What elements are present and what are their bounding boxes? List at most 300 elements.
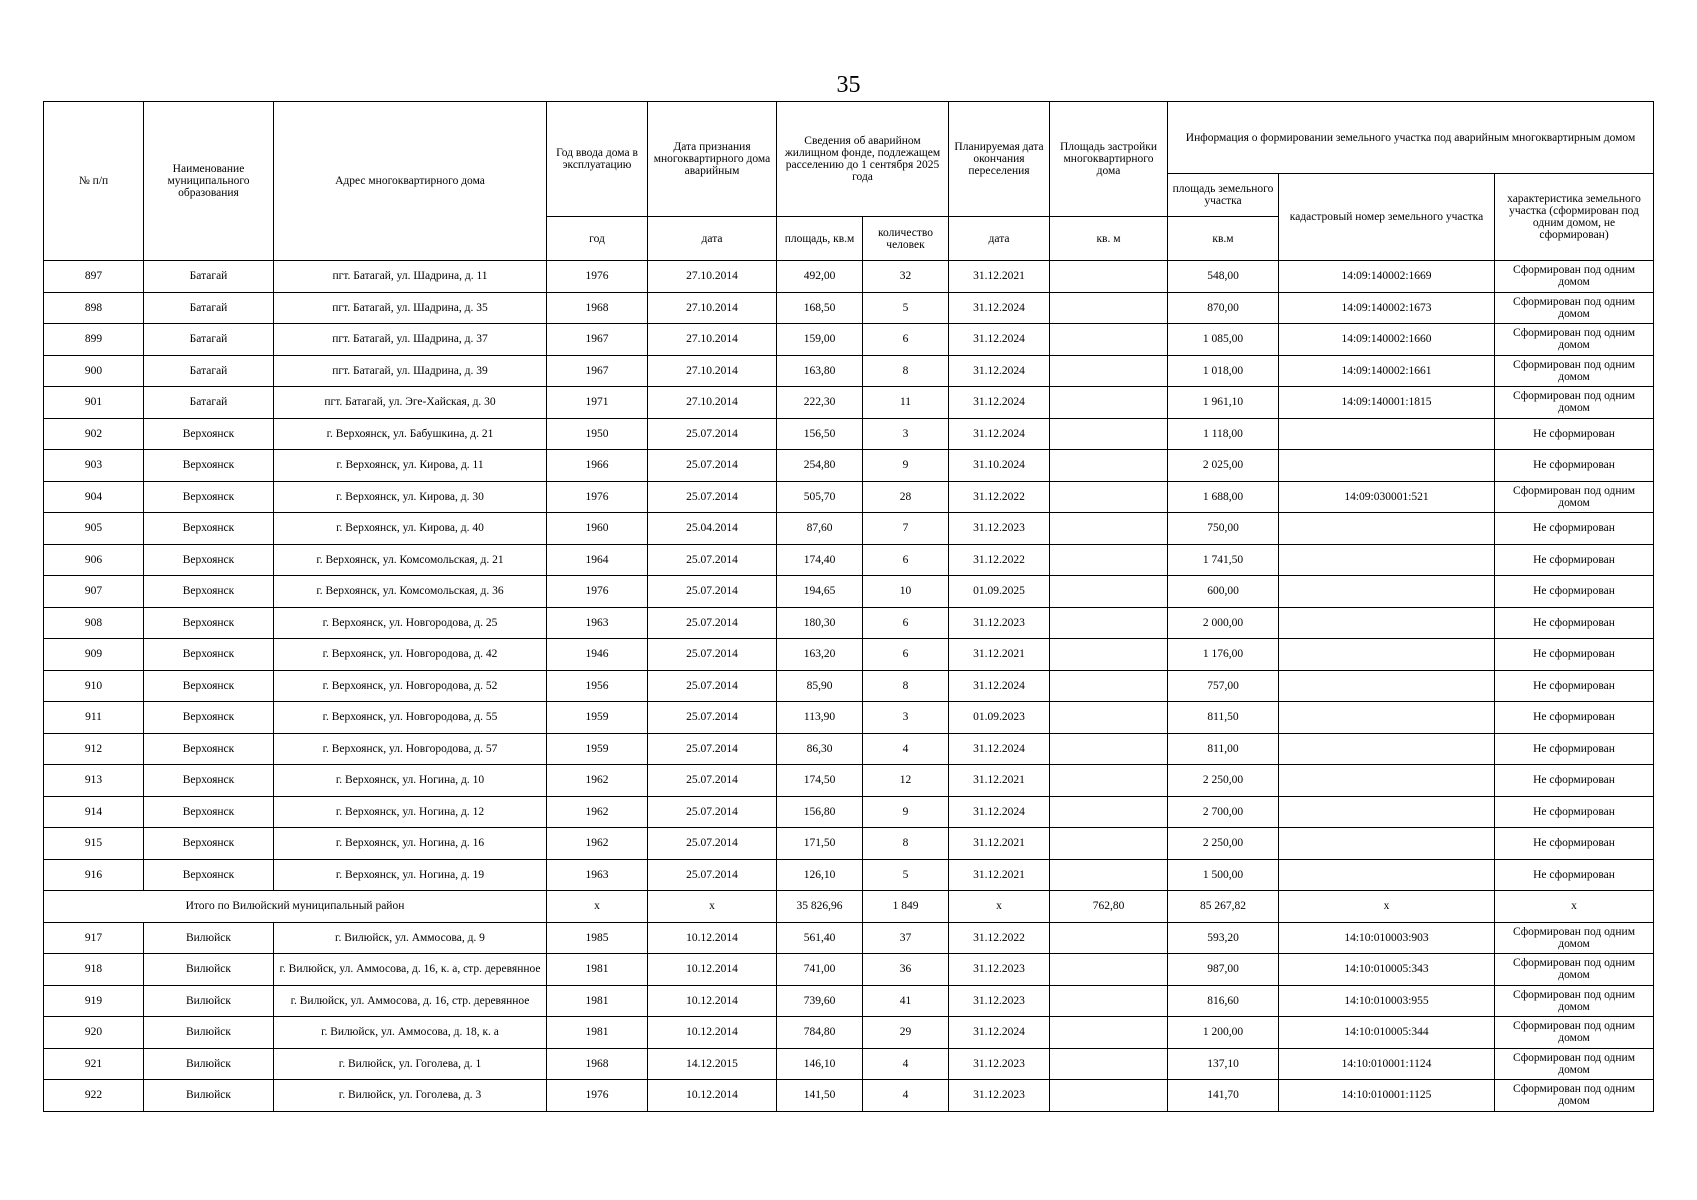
- cell-year: 1968: [547, 1048, 648, 1080]
- cell-municipality: Батагай: [144, 292, 274, 324]
- cell-building-area: [1050, 1017, 1168, 1049]
- cell-date: 27.10.2014: [648, 292, 777, 324]
- cell-num: 899: [44, 324, 144, 356]
- cell-people: 3: [863, 702, 949, 734]
- cell-area: 85,90: [777, 670, 863, 702]
- cell-building-area: [1050, 639, 1168, 671]
- cell-building-area: [1050, 418, 1168, 450]
- cell-cadastral: [1279, 513, 1495, 545]
- header-municipality: Наименование муниципального образования: [144, 102, 274, 261]
- cell-num: 900: [44, 355, 144, 387]
- header-year-built: Год ввода дома в эксплуатацию: [547, 102, 648, 217]
- cell-area: 180,30: [777, 607, 863, 639]
- cell-date: 25.07.2014: [648, 544, 777, 576]
- cell-land-area: 870,00: [1168, 292, 1279, 324]
- cell-address: пгт. Батагай, ул. Эге-Хайская, д. 30: [274, 387, 547, 419]
- cell-year: 1964: [547, 544, 648, 576]
- cell-cadastral: [1279, 702, 1495, 734]
- table-body: [44, 261, 1654, 1112]
- cell-num: 913: [44, 765, 144, 797]
- unit-land-sqm: кв.м: [1168, 217, 1279, 261]
- cell-building-area: [1050, 733, 1168, 765]
- cell-year: 1956: [547, 670, 648, 702]
- cell-address: г. Верхоянск, ул. Кирова, д. 40: [274, 513, 547, 545]
- cell-address: г. Верхоянск, ул. Бабушкина, д. 21: [274, 418, 547, 450]
- cell-planned-date: 31.12.2024: [949, 355, 1050, 387]
- cell-municipality: Верхоянск: [144, 859, 274, 891]
- page-number: 35: [836, 72, 861, 98]
- cell-building-area: [1050, 576, 1168, 608]
- table-row: [44, 954, 1654, 986]
- cell-municipality: Вилюйск: [144, 922, 274, 954]
- cell-year: 1959: [547, 733, 648, 765]
- cell-municipality: Верхоянск: [144, 639, 274, 671]
- cell-people: 9: [863, 796, 949, 828]
- cell-cadastral: 14:09:140002:1660: [1279, 324, 1495, 356]
- cell-municipality: Батагай: [144, 324, 274, 356]
- cell-people: 8: [863, 670, 949, 702]
- cell-area: 194,65: [777, 576, 863, 608]
- total-date: x: [648, 891, 777, 923]
- cell-land-area: 593,20: [1168, 922, 1279, 954]
- table-row: [44, 1048, 1654, 1080]
- cell-land-status: Сформирован под одним домом: [1495, 261, 1654, 293]
- table-row: [44, 481, 1654, 513]
- cell-land-area: 548,00: [1168, 261, 1279, 293]
- cell-municipality: Вилюйск: [144, 1048, 274, 1080]
- cell-area: 156,50: [777, 418, 863, 450]
- cell-land-status: Не сформирован: [1495, 670, 1654, 702]
- cell-num: 909: [44, 639, 144, 671]
- cell-municipality: Вилюйск: [144, 1080, 274, 1112]
- cell-land-status: Не сформирован: [1495, 450, 1654, 482]
- cell-land-status: Не сформирован: [1495, 828, 1654, 860]
- cell-people: 5: [863, 292, 949, 324]
- header-housing-info: Сведения об аварийном жилищном фонде, подлежащем расселению до 1 сентября 2025 года: [777, 102, 949, 217]
- cell-building-area: [1050, 387, 1168, 419]
- cell-num: 902: [44, 418, 144, 450]
- cell-land-status: Сформирован под одним домом: [1495, 985, 1654, 1017]
- unit-building-sqm: кв. м: [1050, 217, 1168, 261]
- cell-land-status: Сформирован под одним домом: [1495, 1080, 1654, 1112]
- header-land-status: характеристика земельного участка (сформирован под одним домом, не сформирован): [1495, 174, 1654, 261]
- cell-cadastral: 14:10:010003:903: [1279, 922, 1495, 954]
- cell-date: 27.10.2014: [648, 387, 777, 419]
- cell-land-area: 811,50: [1168, 702, 1279, 734]
- cell-cadastral: [1279, 733, 1495, 765]
- resettlement-table: [43, 101, 1654, 1112]
- cell-cadastral: [1279, 765, 1495, 797]
- cell-area: 222,30: [777, 387, 863, 419]
- unit-year: год: [547, 217, 648, 261]
- cell-area: 784,80: [777, 1017, 863, 1049]
- cell-land-area: 816,60: [1168, 985, 1279, 1017]
- cell-cadastral: [1279, 607, 1495, 639]
- cell-land-status: Не сформирован: [1495, 859, 1654, 891]
- cell-num: 918: [44, 954, 144, 986]
- total-land-status: x: [1495, 891, 1654, 923]
- cell-date: 10.12.2014: [648, 1017, 777, 1049]
- cell-address: г. Вилюйск, ул. Аммосова, д. 18, к. а: [274, 1017, 547, 1049]
- cell-building-area: [1050, 1080, 1168, 1112]
- cell-planned-date: 31.12.2021: [949, 261, 1050, 293]
- total-year: x: [547, 891, 648, 923]
- cell-people: 8: [863, 355, 949, 387]
- cell-land-area: 1 085,00: [1168, 324, 1279, 356]
- cell-planned-date: 31.12.2022: [949, 922, 1050, 954]
- cell-people: 4: [863, 1080, 949, 1112]
- cell-num: 897: [44, 261, 144, 293]
- cell-building-area: [1050, 544, 1168, 576]
- cell-address: г. Вилюйск, ул. Аммосова, д. 9: [274, 922, 547, 954]
- cell-land-status: Не сформирован: [1495, 765, 1654, 797]
- cell-building-area: [1050, 954, 1168, 986]
- cell-area: 86,30: [777, 733, 863, 765]
- cell-num: 914: [44, 796, 144, 828]
- cell-area: 561,40: [777, 922, 863, 954]
- cell-land-area: 141,70: [1168, 1080, 1279, 1112]
- cell-land-status: Сформирован под одним домом: [1495, 481, 1654, 513]
- cell-area: 739,60: [777, 985, 863, 1017]
- cell-date: 25.07.2014: [648, 481, 777, 513]
- cell-address: г. Верхоянск, ул. Новгородова, д. 57: [274, 733, 547, 765]
- cell-area: 163,80: [777, 355, 863, 387]
- cell-date: 25.07.2014: [648, 765, 777, 797]
- cell-year: 1976: [547, 261, 648, 293]
- cell-people: 29: [863, 1017, 949, 1049]
- cell-area: 146,10: [777, 1048, 863, 1080]
- unit-planned-date: дата: [949, 217, 1050, 261]
- cell-num: 921: [44, 1048, 144, 1080]
- cell-building-area: [1050, 702, 1168, 734]
- cell-building-area: [1050, 985, 1168, 1017]
- cell-land-status: Сформирован под одним домом: [1495, 1048, 1654, 1080]
- cell-people: 6: [863, 607, 949, 639]
- cell-date: 25.07.2014: [648, 670, 777, 702]
- cell-area: 156,80: [777, 796, 863, 828]
- cell-land-area: 2 000,00: [1168, 607, 1279, 639]
- cell-area: 174,40: [777, 544, 863, 576]
- cell-land-area: 750,00: [1168, 513, 1279, 545]
- cell-address: г. Вилюйск, ул. Гоголева, д. 3: [274, 1080, 547, 1112]
- cell-area: 113,90: [777, 702, 863, 734]
- total-building-area: 762,80: [1050, 891, 1168, 923]
- cell-cadastral: [1279, 639, 1495, 671]
- cell-date: 25.07.2014: [648, 859, 777, 891]
- cell-municipality: Верхоянск: [144, 765, 274, 797]
- cell-municipality: Батагай: [144, 261, 274, 293]
- cell-date: 25.07.2014: [648, 702, 777, 734]
- cell-cadastral: 14:10:010001:1125: [1279, 1080, 1495, 1112]
- cell-people: 5: [863, 859, 949, 891]
- cell-land-area: 2 250,00: [1168, 828, 1279, 860]
- cell-cadastral: [1279, 828, 1495, 860]
- cell-date: 27.10.2014: [648, 324, 777, 356]
- cell-building-area: [1050, 1048, 1168, 1080]
- cell-municipality: Верхоянск: [144, 513, 274, 545]
- header-num: № п/п: [44, 102, 144, 261]
- cell-land-status: Не сформирован: [1495, 702, 1654, 734]
- cell-cadastral: 14:10:010005:343: [1279, 954, 1495, 986]
- cell-cadastral: [1279, 796, 1495, 828]
- cell-land-area: 600,00: [1168, 576, 1279, 608]
- cell-date: 25.07.2014: [648, 607, 777, 639]
- cell-year: 1962: [547, 796, 648, 828]
- cell-address: г. Верхоянск, ул. Новгородова, д. 25: [274, 607, 547, 639]
- cell-cadastral: 14:09:140002:1661: [1279, 355, 1495, 387]
- cell-area: 159,00: [777, 324, 863, 356]
- cell-municipality: Верхоянск: [144, 796, 274, 828]
- cell-year: 1967: [547, 324, 648, 356]
- cell-land-area: 757,00: [1168, 670, 1279, 702]
- cell-land-area: 1 176,00: [1168, 639, 1279, 671]
- total-cadastral: x: [1279, 891, 1495, 923]
- header-recognition-date: Дата признания многоквартирного дома аварийным: [648, 102, 777, 217]
- cell-municipality: Верхоянск: [144, 481, 274, 513]
- cell-cadastral: 14:10:010001:1124: [1279, 1048, 1495, 1080]
- cell-land-area: 1 018,00: [1168, 355, 1279, 387]
- cell-cadastral: [1279, 859, 1495, 891]
- table-row: [44, 418, 1654, 450]
- cell-municipality: Вилюйск: [144, 1017, 274, 1049]
- cell-planned-date: 01.09.2023: [949, 702, 1050, 734]
- cell-planned-date: 31.12.2024: [949, 733, 1050, 765]
- total-land-area: 85 267,82: [1168, 891, 1279, 923]
- table-row: [44, 639, 1654, 671]
- cell-date: 25.07.2014: [648, 576, 777, 608]
- cell-people: 3: [863, 418, 949, 450]
- cell-area: 174,50: [777, 765, 863, 797]
- cell-year: 1976: [547, 481, 648, 513]
- cell-year: 1971: [547, 387, 648, 419]
- cell-land-status: Сформирован под одним домом: [1495, 292, 1654, 324]
- total-people: 1 849: [863, 891, 949, 923]
- table-row: [44, 292, 1654, 324]
- table-row: [44, 1080, 1654, 1112]
- cell-municipality: Верхоянск: [144, 544, 274, 576]
- cell-land-status: Не сформирован: [1495, 639, 1654, 671]
- cell-year: 1966: [547, 450, 648, 482]
- cell-address: г. Верхоянск, ул. Комсомольская, д. 21: [274, 544, 547, 576]
- cell-cadastral: [1279, 670, 1495, 702]
- cell-people: 12: [863, 765, 949, 797]
- cell-num: 906: [44, 544, 144, 576]
- cell-cadastral: 14:09:140001:1815: [1279, 387, 1495, 419]
- cell-year: 1967: [547, 355, 648, 387]
- total-label: Итого по Вилюйский муниципальный район: [44, 891, 547, 923]
- cell-cadastral: 14:10:010005:344: [1279, 1017, 1495, 1049]
- cell-address: г. Вилюйск, ул. Аммосова, д. 16, стр. деревянное: [274, 985, 547, 1017]
- cell-date: 10.12.2014: [648, 954, 777, 986]
- cell-municipality: Верхоянск: [144, 733, 274, 765]
- table-row: [44, 828, 1654, 860]
- cell-planned-date: 31.12.2023: [949, 985, 1050, 1017]
- cell-date: 25.04.2014: [648, 513, 777, 545]
- cell-address: г. Верхоянск, ул. Комсомольская, д. 36: [274, 576, 547, 608]
- cell-planned-date: 31.12.2024: [949, 418, 1050, 450]
- cell-area: 254,80: [777, 450, 863, 482]
- cell-area: 171,50: [777, 828, 863, 860]
- cell-building-area: [1050, 859, 1168, 891]
- cell-num: 901: [44, 387, 144, 419]
- cell-cadastral: [1279, 418, 1495, 450]
- cell-date: 25.07.2014: [648, 639, 777, 671]
- cell-num: 915: [44, 828, 144, 860]
- cell-building-area: [1050, 765, 1168, 797]
- cell-people: 36: [863, 954, 949, 986]
- cell-year: 1981: [547, 954, 648, 986]
- table-row: [44, 985, 1654, 1017]
- cell-num: 917: [44, 922, 144, 954]
- table-row: [44, 702, 1654, 734]
- cell-building-area: [1050, 670, 1168, 702]
- cell-date: 25.07.2014: [648, 796, 777, 828]
- cell-people: 11: [863, 387, 949, 419]
- cell-land-status: Не сформирован: [1495, 576, 1654, 608]
- cell-cadastral: 14:09:140002:1669: [1279, 261, 1495, 293]
- cell-land-area: 1 500,00: [1168, 859, 1279, 891]
- cell-municipality: Вилюйск: [144, 985, 274, 1017]
- total-area: 35 826,96: [777, 891, 863, 923]
- cell-address: пгт. Батагай, ул. Шадрина, д. 11: [274, 261, 547, 293]
- cell-planned-date: 31.12.2023: [949, 607, 1050, 639]
- cell-planned-date: 31.12.2023: [949, 513, 1050, 545]
- cell-year: 1960: [547, 513, 648, 545]
- cell-address: г. Верхоянск, ул. Новгородова, д. 55: [274, 702, 547, 734]
- cell-num: 916: [44, 859, 144, 891]
- cell-building-area: [1050, 261, 1168, 293]
- cell-land-area: 2 700,00: [1168, 796, 1279, 828]
- table-row: [44, 261, 1654, 293]
- cell-planned-date: 01.09.2025: [949, 576, 1050, 608]
- cell-date: 25.07.2014: [648, 828, 777, 860]
- cell-area: 492,00: [777, 261, 863, 293]
- cell-num: 922: [44, 1080, 144, 1112]
- cell-address: г. Вилюйск, ул. Аммосова, д. 16, к. а, стр. деревянное: [274, 954, 547, 986]
- cell-land-area: 2 250,00: [1168, 765, 1279, 797]
- cell-area: 505,70: [777, 481, 863, 513]
- cell-land-status: Не сформирован: [1495, 796, 1654, 828]
- table-row: [44, 670, 1654, 702]
- cell-year: 1962: [547, 828, 648, 860]
- total-planned-date: x: [949, 891, 1050, 923]
- header-land-area: площадь земельного участка: [1168, 174, 1279, 217]
- table-row: [44, 922, 1654, 954]
- cell-building-area: [1050, 292, 1168, 324]
- table-row: [44, 544, 1654, 576]
- cell-num: 904: [44, 481, 144, 513]
- cell-date: 25.07.2014: [648, 733, 777, 765]
- cell-num: 907: [44, 576, 144, 608]
- cell-area: 741,00: [777, 954, 863, 986]
- cell-building-area: [1050, 355, 1168, 387]
- table-row: [44, 355, 1654, 387]
- cell-area: 87,60: [777, 513, 863, 545]
- cell-year: 1950: [547, 418, 648, 450]
- cell-cadastral: 14:10:010003:955: [1279, 985, 1495, 1017]
- cell-address: г. Верхоянск, ул. Новгородова, д. 52: [274, 670, 547, 702]
- cell-people: 6: [863, 544, 949, 576]
- cell-planned-date: 31.12.2023: [949, 1048, 1050, 1080]
- cell-address: г. Верхоянск, ул. Ногина, д. 16: [274, 828, 547, 860]
- cell-municipality: Верхоянск: [144, 576, 274, 608]
- cell-address: г. Вилюйск, ул. Гоголева, д. 1: [274, 1048, 547, 1080]
- table-row: [44, 387, 1654, 419]
- cell-land-area: 1 741,50: [1168, 544, 1279, 576]
- cell-building-area: [1050, 796, 1168, 828]
- cell-planned-date: 31.12.2024: [949, 670, 1050, 702]
- cell-municipality: Верхоянск: [144, 828, 274, 860]
- cell-municipality: Верхоянск: [144, 702, 274, 734]
- table-row: [44, 513, 1654, 545]
- cell-planned-date: 31.12.2024: [949, 324, 1050, 356]
- cell-address: пгт. Батагай, ул. Шадрина, д. 37: [274, 324, 547, 356]
- cell-year: 1981: [547, 1017, 648, 1049]
- cell-cadastral: [1279, 450, 1495, 482]
- cell-planned-date: 31.12.2021: [949, 859, 1050, 891]
- cell-num: 908: [44, 607, 144, 639]
- cell-municipality: Верхоянск: [144, 670, 274, 702]
- cell-land-status: Сформирован под одним домом: [1495, 324, 1654, 356]
- cell-address: пгт. Батагай, ул. Шадрина, д. 35: [274, 292, 547, 324]
- cell-planned-date: 31.12.2024: [949, 796, 1050, 828]
- cell-land-status: Сформирован под одним домом: [1495, 954, 1654, 986]
- cell-address: г. Верхоянск, ул. Ногина, д. 10: [274, 765, 547, 797]
- cell-municipality: Верхоянск: [144, 450, 274, 482]
- cell-planned-date: 31.12.2023: [949, 1080, 1050, 1112]
- header-land-info: Информация о формировании земельного участка под аварийным многоквартирным домом: [1168, 102, 1654, 174]
- cell-date: 10.12.2014: [648, 922, 777, 954]
- cell-year: 1963: [547, 607, 648, 639]
- cell-year: 1985: [547, 922, 648, 954]
- cell-municipality: Верхоянск: [144, 418, 274, 450]
- cell-date: 10.12.2014: [648, 1080, 777, 1112]
- cell-land-status: Не сформирован: [1495, 513, 1654, 545]
- cell-year: 1946: [547, 639, 648, 671]
- cell-people: 32: [863, 261, 949, 293]
- cell-land-status: Не сформирован: [1495, 607, 1654, 639]
- cell-num: 910: [44, 670, 144, 702]
- cell-land-status: Не сформирован: [1495, 418, 1654, 450]
- cell-land-area: 1 688,00: [1168, 481, 1279, 513]
- header-building-area: Площадь застройки многоквартирного дома: [1050, 102, 1168, 217]
- cell-people: 8: [863, 828, 949, 860]
- cell-year: 1981: [547, 985, 648, 1017]
- cell-year: 1968: [547, 292, 648, 324]
- table-row: [44, 796, 1654, 828]
- cell-land-status: Не сформирован: [1495, 544, 1654, 576]
- cell-municipality: Вилюйск: [144, 954, 274, 986]
- cell-year: 1962: [547, 765, 648, 797]
- cell-planned-date: 31.12.2021: [949, 639, 1050, 671]
- cell-area: 163,20: [777, 639, 863, 671]
- cell-people: 4: [863, 1048, 949, 1080]
- header-address: Адрес многоквартирного дома: [274, 102, 547, 261]
- table-row: [44, 576, 1654, 608]
- cell-land-status: Сформирован под одним домом: [1495, 1017, 1654, 1049]
- cell-people: 10: [863, 576, 949, 608]
- cell-date: 10.12.2014: [648, 985, 777, 1017]
- cell-building-area: [1050, 481, 1168, 513]
- cell-land-status: Сформирован под одним домом: [1495, 355, 1654, 387]
- cell-date: 27.10.2014: [648, 261, 777, 293]
- cell-municipality: Батагай: [144, 387, 274, 419]
- cell-land-area: 1 961,10: [1168, 387, 1279, 419]
- cell-planned-date: 31.12.2024: [949, 1017, 1050, 1049]
- cell-date: 25.07.2014: [648, 418, 777, 450]
- cell-num: 919: [44, 985, 144, 1017]
- cell-people: 41: [863, 985, 949, 1017]
